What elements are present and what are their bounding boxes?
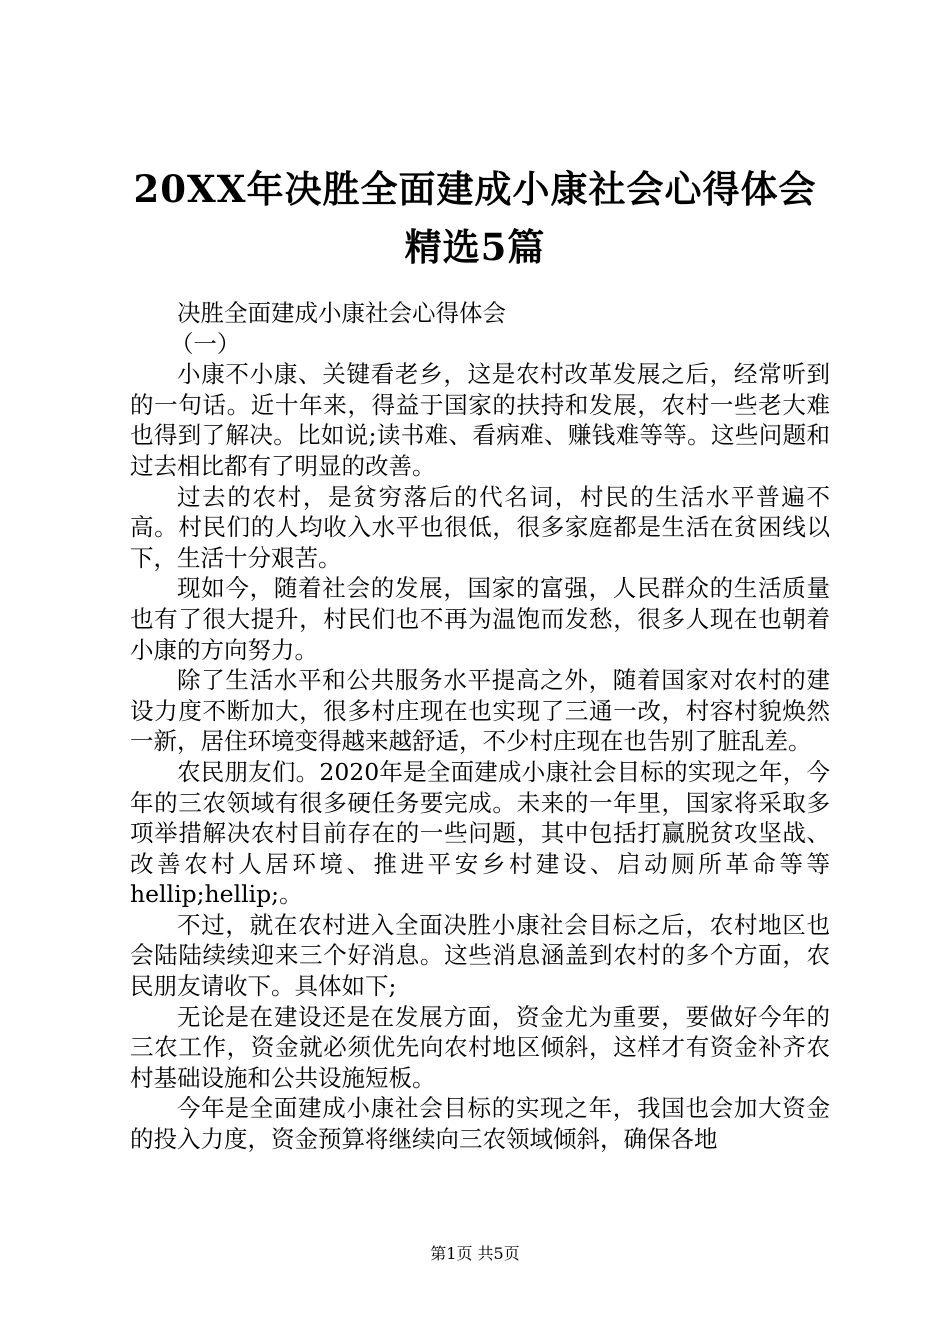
paragraph: 今年是全面建成小康社会目标的实现之年，我国也会加大资金的投入力度，资金预算将继续向三农领域倾斜，确保各地: [130, 1094, 830, 1154]
paragraph: 现如今，随着社会的发展，国家的富强，人民群众的生活质量也有了很大提升，村民们也不再为温饱而发愁，很多人现在也朝着小康的方向努力。: [130, 574, 830, 664]
document-title: 20XX年决胜全面建成小康社会心得体会精选5篇: [133, 167, 817, 269]
document-body: [130, 298, 830, 1155]
paragraph: 农民朋友们。2020年是全面建成小康社会目标的实现之年，今年的三农领域有很多硬任务要完成。未来的一年里，国家将采取多项举措解决农村目前存在的一些问题，其中包括打赢脱贫攻坚战、改善农村人居环境、推进平安乡村建设、启动厕所革命等等hellip;hellip;。: [130, 757, 830, 909]
section-number: （一）: [169, 329, 241, 358]
paragraph: 除了生活水平和公共服务水平提高之外，随着国家对农村的建设力度不断加大，很多村庄现在也实现了三通一改，村容村貌焕然一新，居住环境变得越来越舒适，不少村庄现在也告别了脏乱差。: [130, 666, 830, 756]
paragraph: 小康不小康、关键看老乡，这是农村改革发展之后，经常听到的一句话。近十年来，得益于国家的扶持和发展，农村一些老大难也得到了解决。比如说;读书难、看病难、赚钱难等等。这些问题和过去相比都有了明显的改善。: [130, 360, 830, 480]
paragraph: 不过，就在农村进入全面决胜小康社会目标之后，农村地区也会陆陆续续迎来三个好消息。这些消息涵盖到农村的多个方面，农民朋友请收下。具体如下;: [130, 910, 830, 1001]
document-subtitle: 决胜全面建成小康社会心得体会: [177, 299, 506, 327]
paragraph: 过去的农村，是贫穷落后的代名词，村民的生活水平普遍不高。村民们的人均收入水平也很低，很多家庭都是生活在贫困线以下，生活十分艰苦。: [130, 482, 830, 572]
paragraph: 无论是在建设还是在发展方面，资金尤为重要，要做好今年的三农工作，资金就必须优先向农村地区倾斜，这样才有资金补齐农村基础设施和公共设施短板。: [130, 1002, 830, 1092]
page-footer: 第1页 共5页: [430, 1244, 520, 1263]
